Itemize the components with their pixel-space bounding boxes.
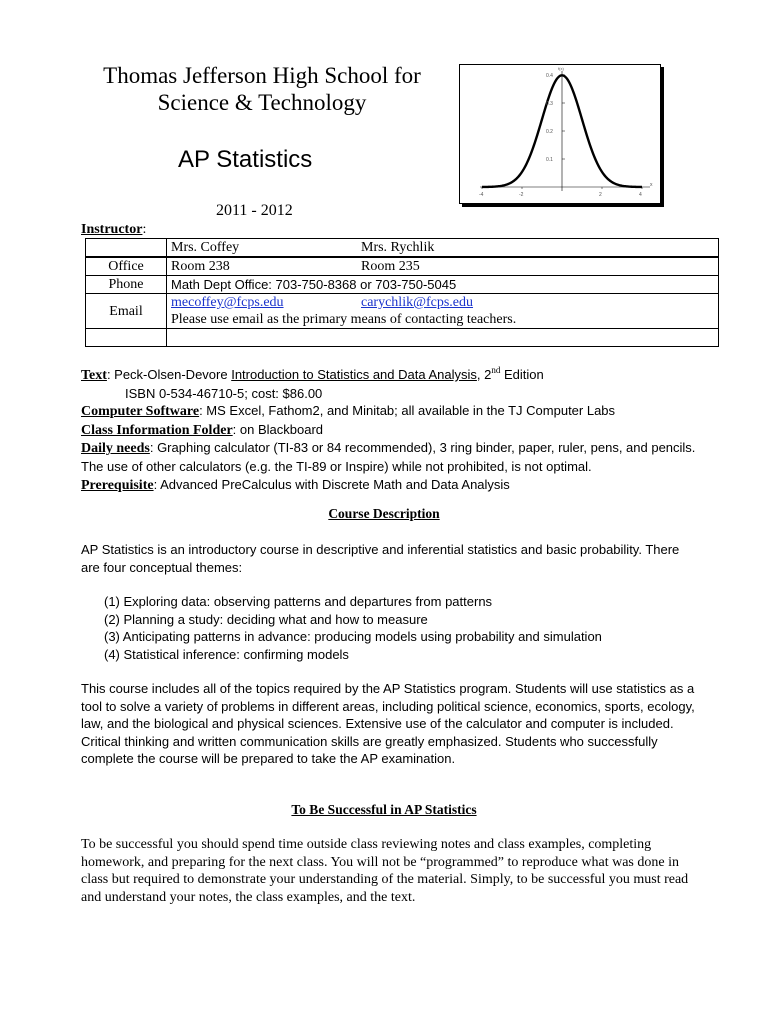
course-title: AP Statistics [178, 146, 313, 173]
course-description-body: This course includes all of the topics required by the AP Statistics program. Students will use statistics as a tool to solve a variety of problems in different areas, including political science, economics, sports, ecology, law, and the biological and physical sciences. Extensive use of the calculator and computer is included. Critical thinking and written communication skills are greatly emphasized. Students who successfully complete the course will be prepared to take the AP examination. [81, 681, 695, 766]
table-row-phone [86, 276, 719, 294]
folder-line: Class Information Folder: on Blackboard [81, 421, 324, 438]
school-year: 2011 - 2012 [216, 202, 293, 219]
empty-cell [86, 239, 167, 258]
success-body: To be successful you should spend time outside class reviewing notes and class examples, completing homework, and preparing for the next class. You will not be “programmed” to reproduce what was done in class but required to demonstrate your understanding of the material. Simply, to be successful you must read and understand your notes, the class examples, and the text. [81, 837, 689, 905]
x-tick-label: 2 [599, 192, 602, 198]
table-row-office [86, 257, 719, 276]
course-description-intro: AP Statistics is an introductory course in descriptive and inferential statistics and basic probability. There are four conceptual themes: [81, 542, 680, 575]
y-axis-label: f(x) [558, 66, 564, 71]
list-item: (3) Anticipating patterns in advance: producing models using probability and simulation [104, 629, 602, 644]
list-item: (1) Exploring data: observing patterns and departures from patterns [104, 594, 493, 609]
prereq-line: Prerequisite: Advanced PreCalculus with Discrete Math and Data Analysis [81, 477, 510, 493]
email-link-rychlik[interactable]: carychlik@fcps.edu [361, 295, 474, 310]
text-line: Text: Peck-Olsen-Devore Introduction to Statistics and Data Analysis, 2nd Edition [81, 365, 544, 383]
school-title [82, 62, 442, 116]
email-values [167, 294, 719, 329]
school-title-line1: Thomas Jefferson High School for [103, 63, 421, 88]
empty-cell [167, 329, 719, 347]
list-item: (2) Planning a study: deciding what and how to measure [104, 611, 428, 627]
email-link-coffey[interactable]: mecoffey@fcps.edu [171, 295, 284, 310]
table-row-names [86, 239, 719, 258]
normal-curve-svg [460, 65, 660, 203]
list-item: (4) Statistical inference: confirming models [104, 646, 349, 662]
instructor-table [85, 238, 719, 347]
y-tick-label: 0.1 [546, 157, 553, 163]
software-line: Computer Software: MS Excel, Fathom2, and Minitab; all available in the TJ Computer Labs [81, 403, 616, 419]
instructor-names: Mrs. Coffey Mrs. Rychlik [167, 239, 719, 258]
y-tick-label: 0.4 [546, 73, 553, 79]
themes-list [104, 593, 602, 663]
x-tick-label: -4 [479, 192, 484, 198]
phone-value: Math Dept Office: 703-750-8368 or 703-750-5045 [167, 276, 719, 294]
success-heading: To Be Successful in AP Statistics [291, 802, 477, 817]
empty-cell [86, 329, 167, 347]
course-description-heading: Course Description [328, 506, 440, 521]
instructor-label: Instructor: [81, 222, 147, 237]
table-row-empty [86, 329, 719, 347]
isbn-line: ISBN 0-534-46710-5; cost: $86.00 [125, 385, 323, 401]
phone-label: Phone [86, 276, 167, 294]
office-label: Office [86, 257, 167, 276]
email-note: Please use email as the primary means of contacting teachers. [171, 312, 517, 327]
needs-line: Daily needs: Graphing calculator (TI-83 or 84 recommended), 3 ring binder, paper, ruler, pens, and pencils. The use of other calculators (e.g. the TI-89 or Inspire) while not prohibited, is not optimal. [81, 440, 696, 474]
normal-curve-graph [459, 64, 661, 204]
office-values: Room 238 Room 235 [167, 257, 719, 276]
table-row-email [86, 294, 719, 329]
y-tick-label: 0.2 [546, 129, 553, 135]
x-tick-label: -2 [519, 192, 524, 198]
x-tick-label: 4 [639, 192, 642, 198]
x-axis-label: x [650, 182, 653, 188]
textbook-title: Introduction to Statistics and Data Analysis [231, 367, 477, 382]
course-info [81, 366, 701, 495]
y-tick-label: 0.3 [546, 101, 553, 107]
school-title-line2: Science & Technology [157, 90, 367, 115]
email-label: Email [86, 294, 167, 329]
